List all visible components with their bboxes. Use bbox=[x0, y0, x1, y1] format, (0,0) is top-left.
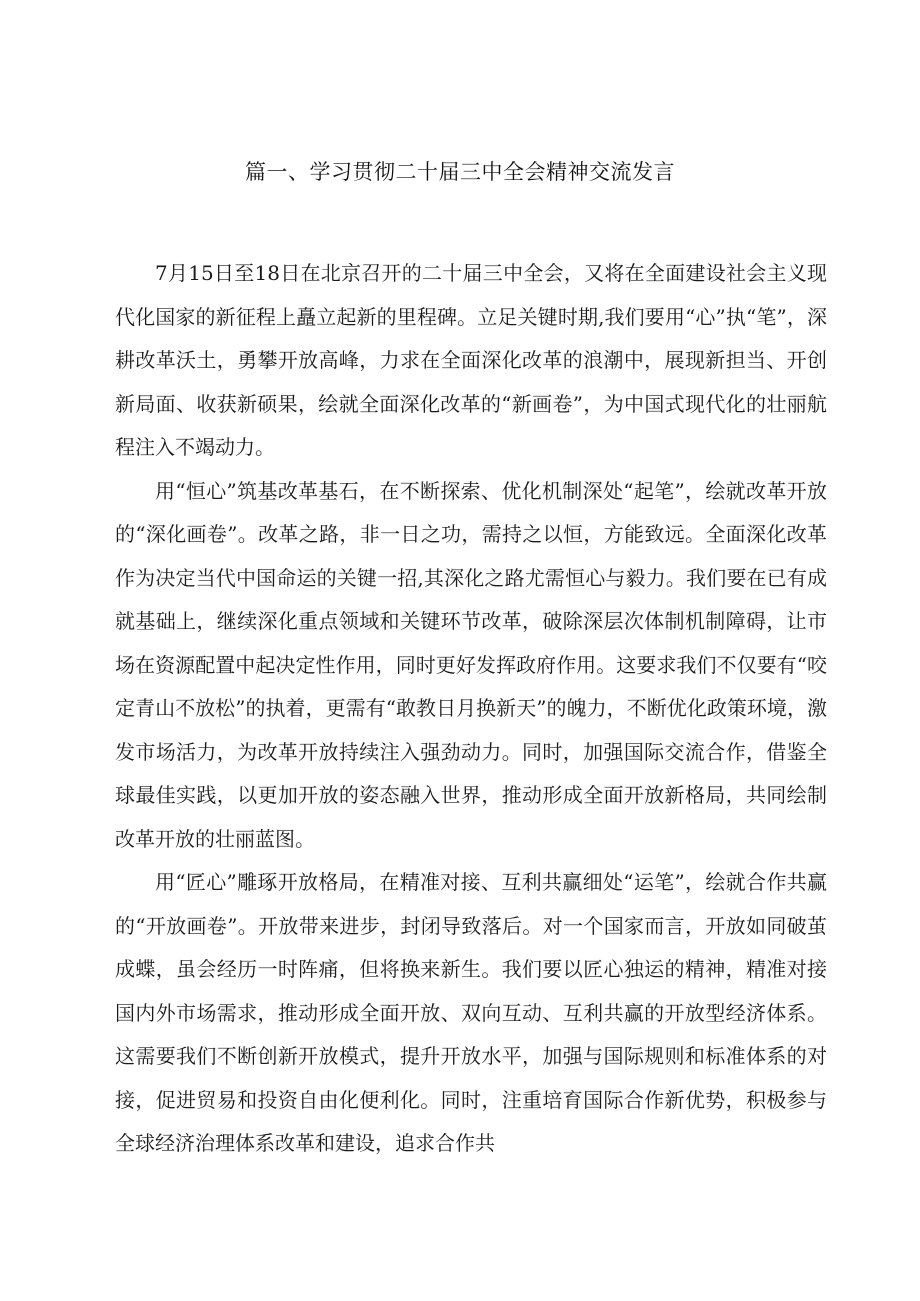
paragraph-1: 7月15日至18日在北京召开的二十届三中全会，又将在全面建设社会主义现代化国家的新征程上矗立起新的里程碑。立足关键时期,我们要用“心”执“笔”，深耕改革沃土，勇攀开放高峰，力求在全面深化改革的浪潮中，展现新担当、开创新局面、收获新硕果，绘就全面深化改革的“新画卷”，为中国式现代化的壮丽航程注入不竭动力。 bbox=[115, 261, 827, 459]
document-title: 篇一、学习贯彻二十届三中全会精神交流发言 bbox=[245, 160, 675, 184]
paragraph-3: 用“匠心”雕琢开放格局，在精准对接、互利共赢细处“运笔”，绘就合作共赢的“开放画卷”。开放带来进步，封闭导致落后。对一个国家而言，开放如同破茧成蝶，虽会经历一时阵痛，但将换来新生。我们要以匠心独运的精神，精准对接国内外市场需求，推动形成全面开放、双向互动、互利共赢的开放型经济体系。这需要我们不断创新开放模式，提升开放水平，加强与国际规则和标准体系的对接，促进贸易和投资自由化便利化。同时，注重培育国际合作新优势，积极参与全球经济治理体系改革和建设，追求合作共 bbox=[115, 870, 827, 1155]
document-body bbox=[115, 252, 827, 1166]
paragraph-2: 用“恒心”筑基改革基石，在不断探索、优化机制深处“起笔”，绘就改革开放的“深化画卷”。改革之路，非一日之功，需持之以恒，方能致远。全面深化改革作为决定当代中国命运的关键一招,其深化之路尤需恒心与毅力。我们要在已有成就基础上，继续深化重点领域和关键环节改革，破除深层次体制机制障碍，让市场在资源配置中起决定性作用，同时更好发挥政府作用。这要求我们不仅要有“咬定青山不放松”的执着，更需有“敢教日月换新天”的魄力，不断优化政策环境，激发市场活力，为改革开放持续注入强劲动力。同时，加强国际交流合作，借鉴全球最佳实践，以更加开放的姿态融入世界，推动形成全面开放新格局，共同绘制改革开放的壮丽蓝图。 bbox=[115, 478, 827, 851]
